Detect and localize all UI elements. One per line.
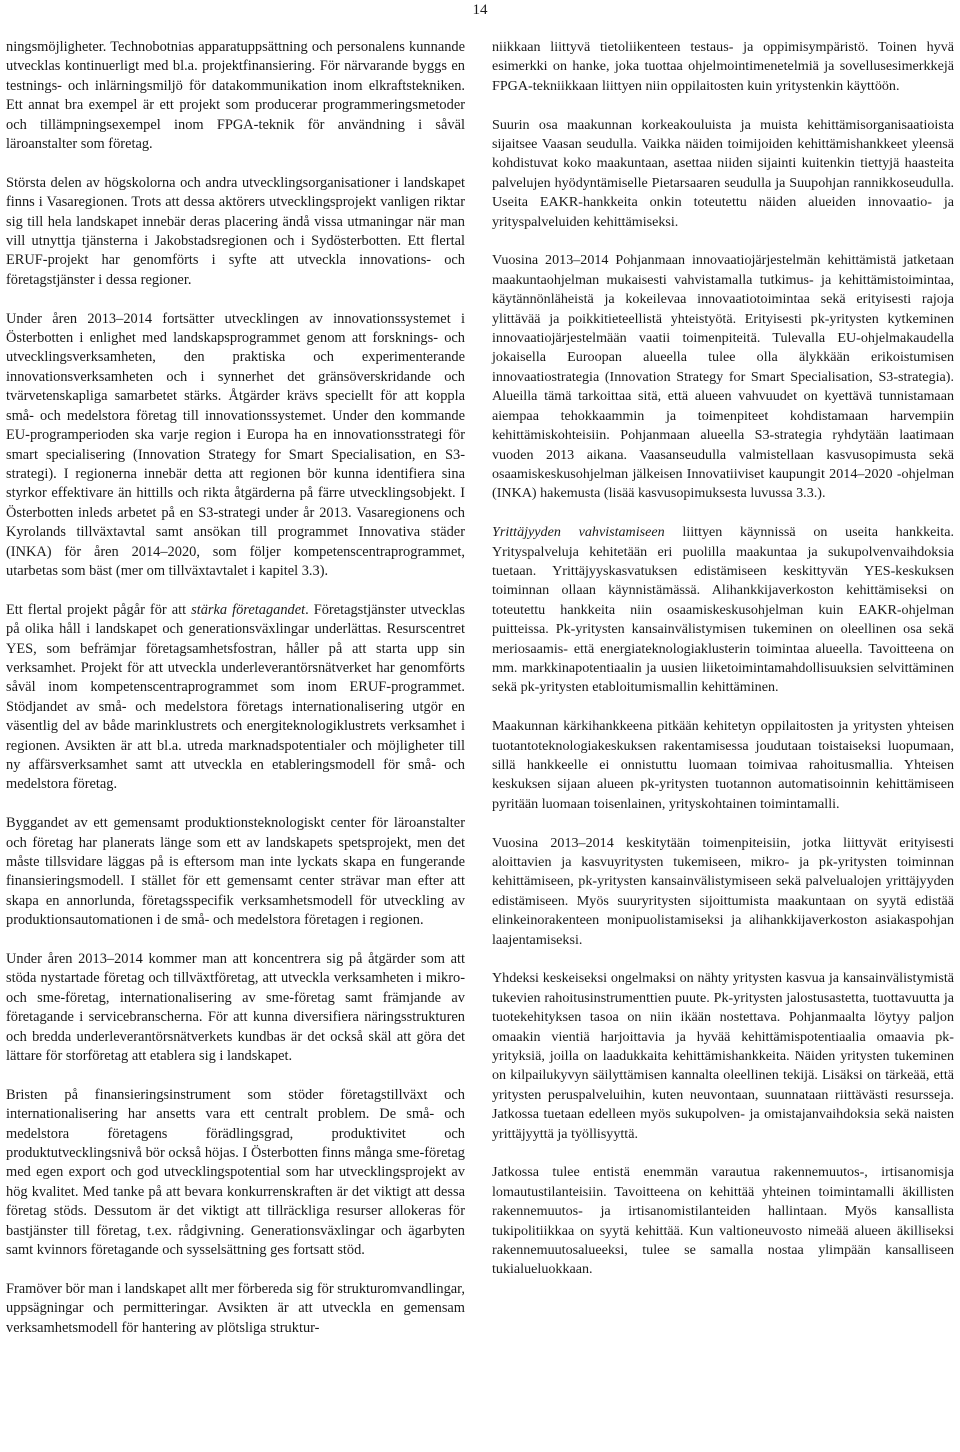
paragraph [492,523,954,698]
paragraph: Under åren 2013–2014 fortsätter utvecklingen av innovationssystemet i Österbotten i enlighet med landskapsprogrammet genom att forsknings- och utvecklingsverksamheten, den praktiska och experimenterande innovationsverksamheten och i synnerhet det gränsöverskridande och tvärvetenskapliga samarbetet stärks. Åtgärder krävs speciellt för att koppla små- och medelstora företag till innovationssystemet. Under den kommande EU-programperioden ska varje region i Europa ha en innovationsstrategi för smart specialisering (Innovation Strategy for Smart Specialisation, en S3-strategi). I regionerna innebär detta att regionen bör kunna identifiera sina styrkor effektivare än hittills och rikta åtgärderna på färre utvecklingsobjekt. I Österbotten inleds arbetet på en S3-strategi under år 2013. Vasaregionens och Kyrolands tillväxtavtal samt ansökan till programmet Innovativa städer (INKA) för åren 2014–2020, som följer kompetenscentraprogrammet, utarbetas som bäst (mer om tillväxtavtalet i kapitel 3.3). [6,310,465,579]
emphasized-phrase: stärka företagandet [191,601,306,618]
paragraph: Suurin osa maakunnan korkeakouluista ja muista kehittämisorganisaatioista sijaitsee Vaasan seudulla. Vaikka näiden toimijoiden kehittämishankkeet yleensä kohdistuvat koko maakuntaan, asettaa niiden sijainti kuitenkin tiettyjä haasteita palvelujen hyödyntämiselle Pietarsaaren seudulla ja Suupohjan rannikkoseudulla. Useita EAKR-hankkeita onkin toteutettu näiden alueiden innovaatio- ja yrityspalveluiden kehittämiseksi. [492,116,954,230]
paragraph: Vuosina 2013–2014 keskitytään toimenpiteisiin, jotka liittyvät erityisesti aloittavien ja kasvuyritysten tukemiseen, mikro- ja pk-yritysten toiminnan kehittämiseen, pk-yritysten kansainvälistymiseen sekä palvelualojen yrittäjyyden edistämiseen. Myös suuryritysten sijoittumista maakuntaan on syytä edistää elinkeinorakenteen monipuolistamiseksi ja alihankkijaverkoston asiakaspohjan laajentamiseksi. [492,834,954,948]
paragraph: Bristen på finansieringsinstrument som stöder företagstillväxt och internationalisering har ansetts vara ett centralt problem. De små- och medelstora företagens förädlingsgrad, produktivitet och produktutvecklingsnivå bör också höjas. I Österbotten finns många sme-företag med egen export och god utvecklingspotential som har utvecklingsprojekt av hög kvalitet. Med tanke på att bevara konkurrenskraften är det viktigt att dessa företag stöds. Dessutom är det viktigt att tillräckliga resurser allokeras för bastjänster till företag, t.ex. rådgivning. Generationsväxlingar och ägarbyten samt kvinnors företagande och sysselsättning ges fortsatt stöd. [6,1086,465,1259]
emphasized-phrase: Yrittäjyyden vahvistamiseen [492,524,665,541]
right-text-column [492,38,954,1299]
paragraph: niikkaan liittyvä tietoliikenteen testaus- ja oppimisympäristö. Toinen hyvä esimerkki on hanke, joka tuottaa ohjelmointimenetelmiä ja sovellusesimerkkejä FPGA-tekniikkaan liittyen niin oppilaitosten kuin yritystenkin käyttöön. [492,39,954,94]
paragraph-text: Ett flertal projekt pågår för att [6,601,192,618]
paragraph: Yhdeksi keskeiseksi ongelmaksi on nähty yritysten kasvua ja kansainvälistymistä tukevien rahoitusinstrumenttien puute. Pk-yritysten jalostusastetta, tuottavuutta ja tuotekehityksen tasoa on niin ikään nostettava. Pohjanmaalta löytyy paljon omaakin vientiä harjoittavia ja hyvää kehittämispotentiaalia omaavia pk-yrityksiä, joilla on laadukkaita kehittämishankkeita. Näiden yritysten tukeminen on kilpailukyvyn säilyttämisen kannalta oleellinen tekijä. Lisäksi on tärkeää, että yritysten peruspalveluihin, kuten neuvontaan, suunnataan riittävästi resursseja. Jatkossa tuetaan edelleen myös sukupolven- ja omistajanvaihdoksia sekä naisten yrittäjyyttä ja työllisyyttä. [492,970,954,1142]
left-text-column [6,38,465,1358]
paragraph: Största delen av högskolorna och andra utvecklingsorganisationer i landskapet finns i Vasaregionen. Trots att dessa aktörers utvecklingsprojekt vanligen riktar sig till hela landskapet innebär deras placering ändå vissa utmaningar när man vill utnyttja tjänsterna i Jakobstadsregionen och i Sydösterbotten. Ett flertal ERUF-projekt har genomförts i syfte att utveckla innovations- och företagstjänster i dessa regioner. [6,174,465,288]
paragraph: Framöver bör man i landskapet allt mer förbereda sig för strukturomvandlingar, uppsägningar och permitteringar. Avsikten är att utveckla en gemensam verksamhetsmodell för hantering av plötsliga struktur- [6,1280,465,1336]
page-number: 14 [472,2,488,18]
paragraph: Jatkossa tulee entistä enemmän varautua rakennemuutos-, irtisanomisja lomautustilanteisiin. Tavoitteena on kehittää yhteinen toimintamalli äkillisten rakennemuutos- ja irtisanomistilanteiden hallintaan. Myös kansallista tukipolitiikkaa on syytä kehittää. Kun valtioneuvosto nimeää alueen äkilliseksi rakennemuutosalueeksi, tulee se samalla nostaa ylimpään kansalliseen tukialueluokkaan. [492,1164,954,1278]
paragraph [6,601,465,795]
paragraph: Under åren 2013–2014 kommer man att koncentrera sig på åtgärder som att stöda nystartade företag och tillväxtföretag, att utveckla verksamheten i mikro- och sme-företag, internationalisering av sme-företag samt främjande av företagande i servicebranscherna. För att kunna diversifiera näringsstrukturen och bredda underleverantörsnätverkets kundbas är det också skäl att göra det lättare för storföretag att etablera sig i landskapet. [6,951,465,1065]
paragraph: ningsmöjligheter. Technobotnias apparatuppsättning och personalens kunnande utvecklas kontinuerligt med bl.a. projektfinansiering. För närvarande byggs en testnings- och inlärningsmiljö för datakommunikation inom elkraftstekniken. Ett annat bra exempel är ett projekt som producerar programmeringsmetoder och tillämpningsexempel inom FPGA-teknik för användning i såväl läroanstalter som företag. [6,39,465,153]
paragraph-text: liittyen käynnissä on useita hankkeita. Yrityspalveluja kehitetään eri puolilla maakuntaa ja sukupolvenvaihdoksia tuetaan. Yrittäjyyskasvatuksen edistämiseen keskittyvän YES-keskuksen toiminnan ollaan käynnistämässä. Alihankkijaverkoston kehittämiseksi on toteutettu hankkeita niin osaamiskeskusohjelman kuin EAKR-ohjelman puitteissa. Pk-yritysten kansainvälistymisen tukeminen on oleellinen osa sekä meriosaamis- että energiateknologiaklusterin toimintaa alueella. Tavoitteena on mm. markkinapotentiaalin ja uusien liiketoimintamahdollisuuksien selvittäminen sekä pk-yritysten etabloitumismallin kehittäminen. [492,524,954,696]
paragraph: Maakunnan kärkihankkeena pitkään kehitetyn oppilaitosten ja yritysten yhteisen tuotantoteknologiakeskuksen rakentamisessa joudutaan toistaiseksi luopumaan, sillä hankkeelle ei onnistuttu luomaan toimivaa rahoitusmallia. Yhteisen keskuksen sijaan alueen pk-yritysten tuotannon automatisoinnin kehittämiseen pyritään luomaan toisenlainen, yrityskohtainen toimintamalli. [492,718,954,812]
paragraph: Byggandet av ett gemensamt produktionsteknologiskt center för läroanstalter och företag har planerats länge som ett av landskapets spetsprojekt, men det måste tillsvidare läggas på is eftersom man inte lyckats skapa en fungerande finansieringsmodell. I stället för ett gemensamt center strävar man efter att skapa en annorlunda, företagsspecifik verksamhetsmodell för utveckling av produktionsautomationen i de små- och medelstora företagen i regionen. [6,815,465,929]
paragraph: Vuosina 2013–2014 Pohjanmaan innovaatiojärjestelmän kehittämistä jatketaan maakuntaohjelman mukaisesti vahvistamalla tutkimus- ja kehittämistoimintaa, käytännönläheistä ja kokeilevaa innovaatiotoimintaa sekä erityisesti rajoja ylittävää ja poikkitieteellistä yhteistyötä. Erityisesti pk-yritysten kytkeminen innovaatiojärjestelmään vaatii toimenpiteitä. Tulevalla EU-ohjelmakaudella jokaisella Euroopan alueella tulee olla älykkään erikoistumisen innovaatiostrategia (Innovation Strategy for Smart Specialisation, S3-strategia). Alueilla tämä tarkoittaa sitä, että alueen vahvuudet on kyettävä tunnistamaan aiempaa tehokkaammin ja toimenpiteet kohdistamaan harvempiin kehittämiskohteisiin. Pohjanmaan alueella S3-strategia ryhdytään laatimaan vuoden 2013 aikana. Vaasanseudulla valmistellaan kasvusopimusta sekä osaamiskeskusohjelman jälkeisen Innovatiiviset kaupungit 2014–2020 -ohjelman (INKA) hakemusta (lisää kasvusopimuksesta luvussa 3.3.). [492,252,954,502]
paragraph-text: . Företagstjänster utvecklas på olika håll i landskapet och generationsväxlingar underlättas. Resurscentret YES, som befrämjar företagsamhetsfostran, håller på att starta upp sin verksamhet. Projekt för att utveckla underleverantörsnätverket har genomförts såväl inom kompetenscentraprogrammet som inom ERUF-programmet. Stödjandet av små- och medelstora företags internationalisering utgör en väsentlig del av både marinklustrets och energiteknologiklustrets verksamhet i regionen. Avsikten är att bl.a. utreda marknadspotentialer och möjligheter till ny affärsverksamhet samt att utveckla en etableringsmodell för små- och medelstora företag. [6,601,465,793]
